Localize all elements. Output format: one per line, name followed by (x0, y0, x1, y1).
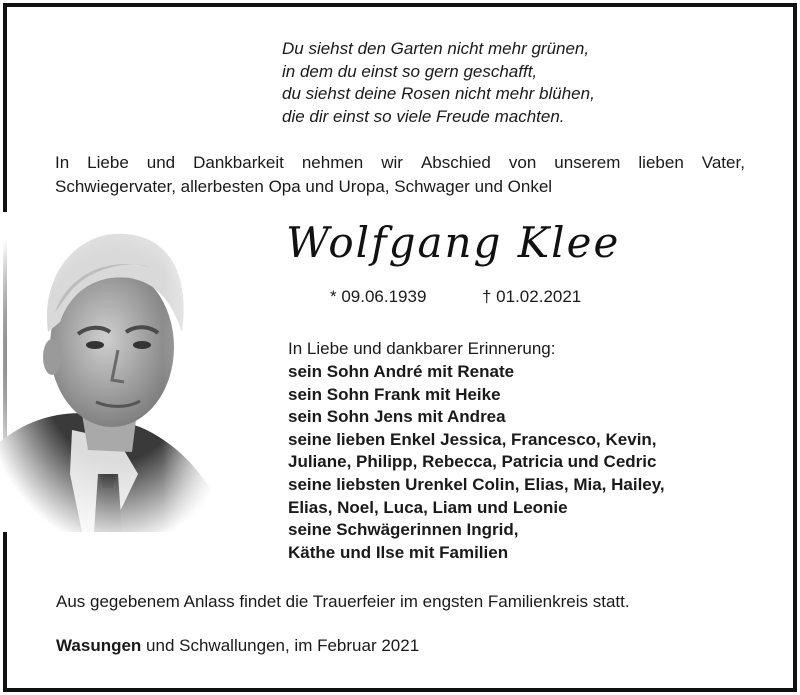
mourner-line: seine Schwägerinnen Ingrid, (288, 520, 519, 540)
intro-line-1 (55, 151, 745, 175)
death-date: † 01.02.2021 (482, 287, 582, 306)
intro-word: In (55, 153, 70, 172)
funeral-note: Aus gegebenem Anlass findet die Trauerfeier im engsten Familienkreis statt. (56, 592, 630, 611)
intro-text (55, 151, 745, 199)
poem-line: du siehst deine Rosen nicht mehr blühen, (282, 84, 595, 103)
intro-word: lieben (638, 153, 684, 172)
intro-word: Vater, (701, 153, 745, 172)
mourner-line: Juliane, Philipp, Rebecca, Patricia und Cedric (288, 452, 657, 472)
mourner-line: seine lieben Enkel Jessica, Francesco, Kevin, (288, 429, 657, 449)
mourners-block (288, 337, 665, 564)
intro-word: wir (381, 153, 403, 172)
poem (282, 38, 595, 128)
mourner-line: sein Sohn Frank mit Heike (288, 384, 501, 404)
place-date-line (56, 636, 419, 656)
birth-date: * 09.06.1939 (330, 287, 427, 306)
intro-word: von (508, 153, 537, 172)
poem-line: in dem du einst so gern geschafft, (282, 61, 538, 81)
intro-word: Abschied (420, 153, 491, 172)
deceased-name: Wolfgang Klee (286, 218, 621, 267)
intro-word: nehmen (301, 153, 364, 172)
poem-line: Du siehst den Garten nicht mehr grünen, (282, 39, 590, 58)
mourner-line: Käthe und Ilse mit Familien (288, 542, 509, 562)
intro-word: unserem (554, 153, 621, 172)
mourners-lead: In Liebe und dankbarer Erinnerung: (288, 339, 556, 358)
poem-line: die dir einst so viele Freude machten. (282, 106, 565, 126)
mourner-line: Elias, Noel, Luca, Liam und Leonie (288, 497, 568, 517)
intro-word: Dankbarkeit (193, 153, 284, 172)
portrait-photo (0, 212, 232, 532)
mourner-line: seine liebsten Urenkel Colin, Elias, Mia, Hailey, (288, 474, 665, 494)
place-bold: Wasungen (56, 636, 142, 655)
place-rest: und Schwallungen, im Februar 2021 (141, 636, 420, 655)
intro-line-2: Schwiegervater, allerbesten Opa und Uropa, Schwager und Onkel (55, 177, 553, 196)
mourner-line: sein Sohn Jens mit Andrea (288, 407, 506, 427)
intro-word: und (146, 153, 176, 172)
intro-word: Liebe (87, 153, 129, 172)
mourner-line: sein Sohn André mit Renate (288, 362, 515, 381)
